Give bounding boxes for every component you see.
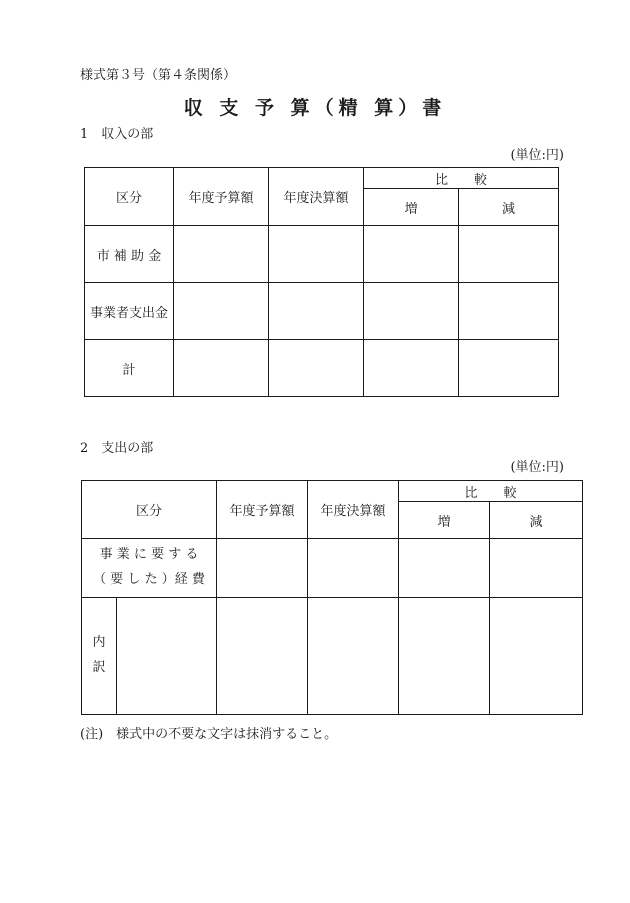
income-header-increase: 増	[364, 189, 459, 226]
income-header-comparison: 比 較	[364, 168, 559, 189]
breakdown-cell-increase[interactable]	[399, 598, 490, 715]
income-header-settlement: 年度決算額	[269, 168, 364, 226]
expense-header-settlement: 年度決算額	[308, 481, 399, 539]
income-cell-decrease[interactable]	[459, 226, 559, 283]
table-row	[82, 539, 583, 598]
income-header-category: 区分	[85, 168, 174, 226]
income-row-label: 事業者支出金	[85, 283, 174, 340]
income-header-decrease: 減	[459, 189, 559, 226]
income-cell-decrease[interactable]	[459, 283, 559, 340]
document-title: 収 支 予 算（精 算）書	[183, 97, 447, 119]
table-row	[82, 598, 583, 715]
expense-header-decrease: 減	[490, 502, 583, 539]
table-row	[85, 283, 559, 340]
breakdown-label	[82, 598, 117, 715]
income-header-budget: 年度予算額	[174, 168, 269, 226]
income-row-label: 市 補 助 金	[85, 226, 174, 283]
expense-header-increase: 増	[399, 502, 490, 539]
income-table	[84, 167, 559, 397]
breakdown-items-cell[interactable]	[117, 598, 217, 715]
income-section-heading: 1 収入の部	[80, 127, 154, 142]
expense-cell-settlement[interactable]	[308, 539, 399, 598]
table-row	[85, 340, 559, 397]
footnote: (注) 様式中の不要な文字は抹消すること。	[80, 727, 338, 742]
table-row	[85, 226, 559, 283]
breakdown-label-line2: 訳	[92, 660, 106, 675]
expense-header-category: 区分	[82, 481, 217, 539]
income-cell-decrease[interactable]	[459, 340, 559, 397]
income-cell-settlement[interactable]	[269, 283, 364, 340]
expense-header-budget: 年度予算額	[217, 481, 308, 539]
income-row-label: 計	[85, 340, 174, 397]
expense-table	[81, 480, 583, 715]
expense-row-label	[82, 539, 217, 598]
income-unit-label: (単位:円)	[510, 148, 564, 163]
expense-cell-budget[interactable]	[217, 539, 308, 598]
income-cell-increase[interactable]	[364, 340, 459, 397]
breakdown-cell-decrease[interactable]	[490, 598, 583, 715]
breakdown-cell-budget[interactable]	[217, 598, 308, 715]
income-cell-increase[interactable]	[364, 283, 459, 340]
expense-section-heading: 2 支出の部	[80, 441, 154, 456]
expense-cell-increase[interactable]	[399, 539, 490, 598]
expense-unit-label: (単位:円)	[510, 460, 564, 475]
income-cell-settlement[interactable]	[269, 340, 364, 397]
income-cell-budget[interactable]	[174, 340, 269, 397]
expense-row-label-line1: 事 業 に 要 す る	[99, 547, 199, 563]
breakdown-label-line1: 内	[92, 635, 106, 651]
income-cell-budget[interactable]	[174, 226, 269, 283]
income-cell-settlement[interactable]	[269, 226, 364, 283]
breakdown-cell-settlement[interactable]	[308, 598, 399, 715]
form-number: 様式第３号（第４条関係）	[80, 68, 237, 83]
expense-row-label-line2: （ 要 し た ）経 費	[93, 572, 205, 587]
expense-cell-decrease[interactable]	[490, 539, 583, 598]
income-cell-budget[interactable]	[174, 283, 269, 340]
expense-header-comparison: 比 較	[399, 481, 583, 502]
income-cell-increase[interactable]	[364, 226, 459, 283]
